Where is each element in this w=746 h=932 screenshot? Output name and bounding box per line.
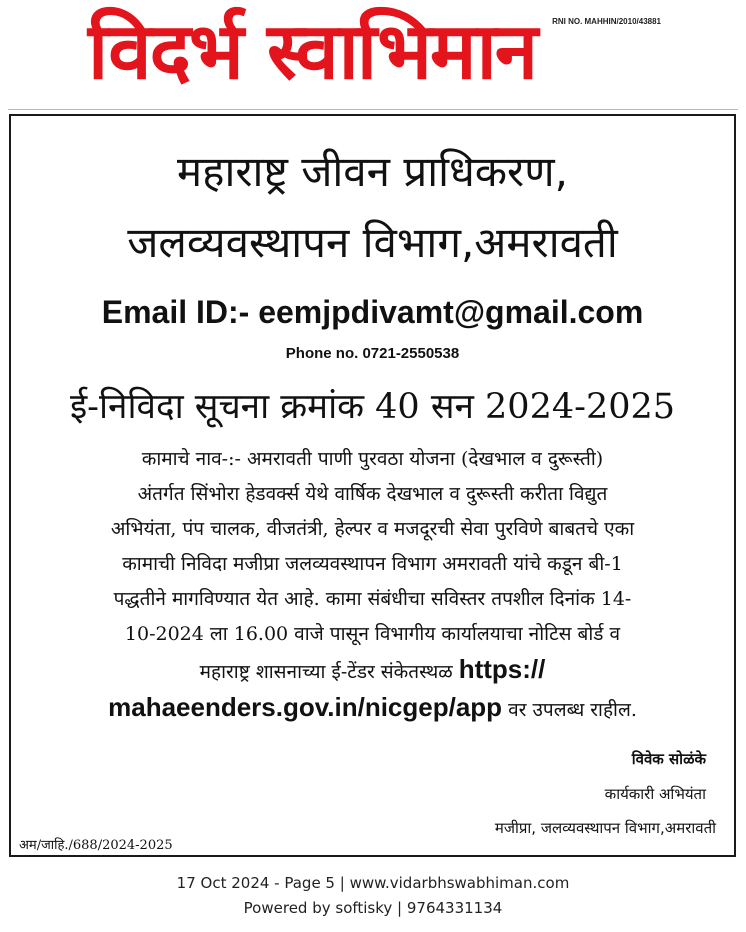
tender-url-part1: https:// xyxy=(458,654,546,684)
body-line: कामाची निविदा मजीप्रा जलव्यवस्थापन विभाग अमरावती यांचे कडून बी-1 xyxy=(122,553,623,575)
body-line: अंतर्गत सिंभोरा हेडवर्क्स येथे वार्षिक देखभाल व दुरूस्ती करीता विद्युत xyxy=(137,483,608,505)
body-line: 10-2024 ला 16.00 वाजे पासून विभागीय कार्यालयाचा नोटिस बोर्ड व xyxy=(124,623,621,645)
masthead xyxy=(0,0,746,110)
signatory-name: विवेक सोळंके xyxy=(631,750,706,768)
masthead-divider xyxy=(8,109,738,110)
notice-heading-line2: जलव्यवस्थापन विभाग,अमरावती xyxy=(127,218,618,267)
body-line xyxy=(31,652,714,690)
phone-number: Phone no. 0721-2550538 xyxy=(285,345,460,362)
body-line: कामाचे नाव-:- अमरावती पाणी पुरवठा योजना (देखभाल व दुरूस्ती) xyxy=(141,448,604,470)
body-line-suffix: वर उपलब्ध राहील. xyxy=(508,699,637,721)
reference-number: अम/जाहि./688/2024-2025 xyxy=(19,838,173,853)
signatory-title: कार्यकारी अभियंता xyxy=(604,785,706,803)
tender-notice xyxy=(9,114,736,857)
body-line-text: महाराष्ट्र शासनाच्या ई-टेंडर संकेतस्थळ xyxy=(199,661,453,683)
rni-number: RNI NO. MAHHIN/2010/43881 xyxy=(552,17,661,26)
notice-body xyxy=(31,442,714,728)
footer-date-page: 17 Oct 2024 - Page 5 | www.vidarbhswabhiman.com xyxy=(176,874,570,892)
body-line: अभियंता, पंप चालक, वीजतंत्री, हेल्पर व मजदूरची सेवा पुरविणे बाबतचे एका xyxy=(110,518,635,540)
signatory-office: मजीप्रा, जलव्यवस्थापन विभाग,अमरावती xyxy=(494,819,716,837)
email-id: Email ID:- eemjpdivamt@gmail.com xyxy=(101,294,644,330)
newspaper-logo: विदर्भ स्वाभिमान xyxy=(88,7,537,97)
body-line xyxy=(31,690,714,728)
tender-url-part2: mahaeenders.gov.in/nicgep/app xyxy=(108,692,503,722)
tender-title: ई-निविदा सूचना क्रमांक 40 सन 2024-2025 xyxy=(69,387,676,427)
footer-powered-by: Powered by softisky | 9764331134 xyxy=(243,899,503,917)
notice-heading-line1: महाराष्ट्र जीवन प्राधिकरण, xyxy=(177,147,568,196)
body-line: पद्धतीने मागविण्यात येत आहे. कामा संबंधीचा सविस्तर तपशील दिनांक 14- xyxy=(113,588,632,610)
